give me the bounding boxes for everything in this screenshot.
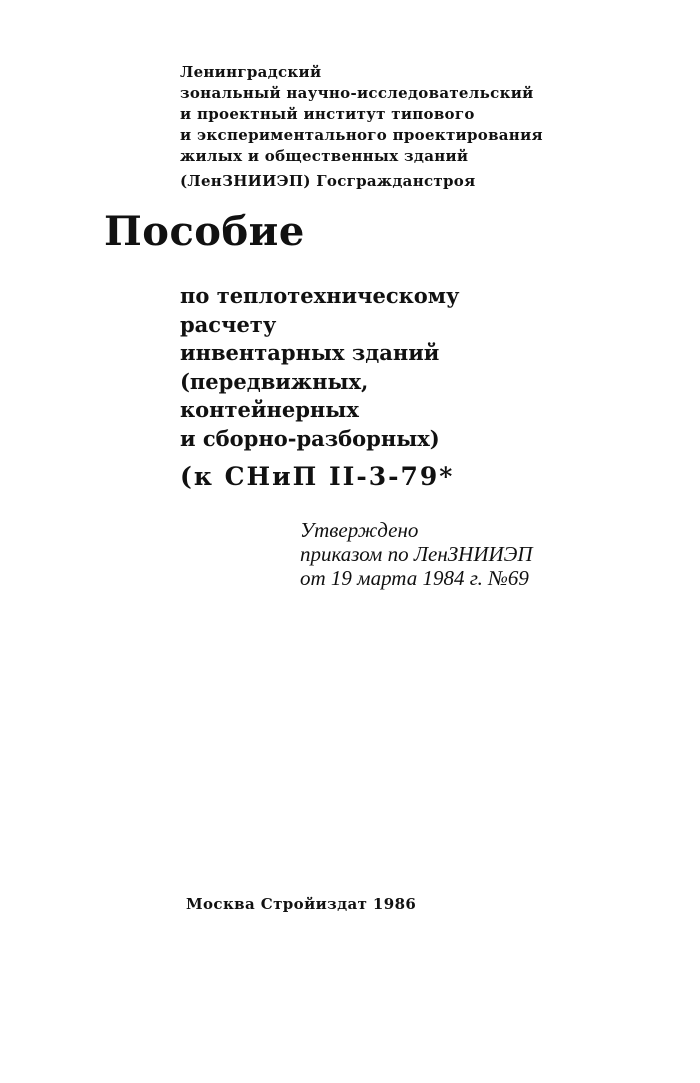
organization-line: и проектный институт типового	[180, 105, 475, 123]
subtitle-block	[180, 282, 680, 453]
subtitle-line: и сборно-разборных)	[180, 425, 440, 451]
subtitle-line: контейнерных	[180, 397, 359, 422]
organization-line: зональный научно-исследовательский	[180, 84, 534, 102]
subtitle-line: расчету	[180, 311, 277, 337]
subtitle-line: (передвижных,	[180, 368, 369, 394]
approval-line: Утверждено	[300, 518, 419, 542]
approval-block	[300, 518, 680, 590]
approval-line: от 19 марта 1984 г. №69	[300, 566, 529, 590]
organization-line: и экспериментального проектирования	[180, 126, 543, 144]
organization-line: (ЛенЗНИИЭП) Госгражданстроя	[180, 172, 476, 190]
standard-reference: (к СНиП II-3-79*	[180, 462, 455, 491]
approval-line: приказом по ЛенЗНИИЭП	[300, 542, 533, 566]
subtitle-line: инвентарных зданий	[180, 340, 440, 365]
document-title: Пособие	[104, 208, 305, 255]
organization-line: жилых и общественных зданий	[180, 147, 469, 165]
organization-line: Ленинградский	[180, 63, 322, 81]
subtitle-line: по теплотехническому	[180, 283, 460, 308]
publisher-imprint: Москва Стройиздат 1986	[186, 895, 417, 913]
organization-block	[180, 62, 680, 192]
